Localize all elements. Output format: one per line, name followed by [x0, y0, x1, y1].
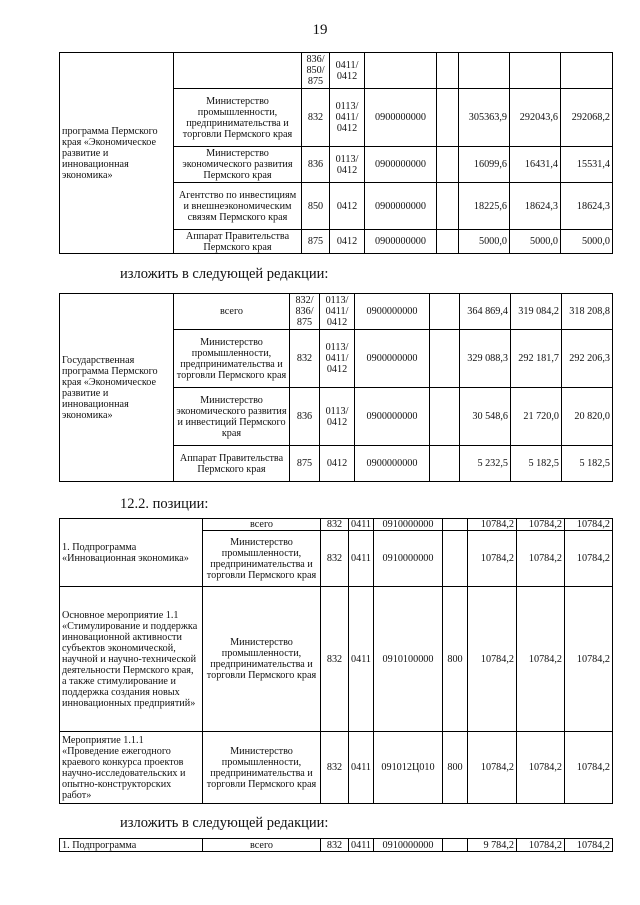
- subprogram-name: 1. Подпрограмма: [60, 839, 203, 852]
- grbs-code: 836: [302, 147, 330, 183]
- expense-type: [437, 89, 459, 147]
- activity-name: Основное мероприятие 1.1 «Стимулирование и поддержка инновационной активности субъектов экономической, научной и научно-технической деятельности Пермского края, а также стимулирование и поддержка создания новых инновационных предприятий»: [60, 587, 203, 732]
- section-code: 0411: [349, 839, 374, 852]
- section-code: 0113/ 0412: [320, 388, 355, 446]
- amount-year-2: 10784,2: [517, 519, 565, 531]
- program-name: программа Пермского края «Экономическое развитие и инновационная экономика»: [60, 53, 174, 254]
- amount-year-3: 5000,0: [561, 230, 613, 254]
- instruction-text: изложить в следующей редакции:: [120, 266, 329, 282]
- amount-year-1: 10784,2: [468, 531, 517, 587]
- section-code: 0411: [349, 732, 374, 804]
- expense-type: 800: [443, 587, 468, 732]
- amount-year-2: 10784,2: [517, 587, 565, 732]
- amount-year-2: 319 084,2: [511, 294, 562, 330]
- org-name: Министерство промышленности, предпринимательства и торговли Пермского края: [203, 732, 321, 804]
- amount-year-3: 20 820,0: [562, 388, 613, 446]
- amount-year-1: 9 784,2: [468, 839, 517, 852]
- amount-year-1: 364 869,4: [460, 294, 511, 330]
- amount-year-3: 318 208,8: [562, 294, 613, 330]
- grbs-code: 832: [321, 531, 349, 587]
- amount-year-3: 10784,2: [565, 587, 613, 732]
- expense-type: [437, 183, 459, 230]
- amount-year-2: 10784,2: [517, 531, 565, 587]
- grbs-code: 832: [302, 89, 330, 147]
- target-code: 0900000000: [365, 89, 437, 147]
- expense-type: [443, 531, 468, 587]
- target-code: 0910100000: [374, 587, 443, 732]
- subprogram-table-revised: [59, 838, 613, 852]
- grbs-code: 850: [302, 183, 330, 230]
- amount-year-2: 292043,6: [510, 89, 561, 147]
- budget-table-original: [59, 52, 613, 254]
- org-name: Аппарат Правительства Пермского края: [174, 446, 290, 482]
- section-code: 0411: [349, 587, 374, 732]
- grbs-code: 832: [321, 587, 349, 732]
- amount-year-1: 10784,2: [468, 732, 517, 804]
- amount-year-3: 10784,2: [565, 839, 613, 852]
- section-code: 0113/ 0411/ 0412: [320, 294, 355, 330]
- amount-year-1: 30 548,6: [460, 388, 511, 446]
- target-code: 091012Ц010: [374, 732, 443, 804]
- amount-year-3: 292068,2: [561, 89, 613, 147]
- amount-year-2: 16431,4: [510, 147, 561, 183]
- amount-year-2: 5 182,5: [511, 446, 562, 482]
- section-code: 0411: [349, 519, 374, 531]
- org-name: Министерство промышленности, предпринимательства и торговли Пермского края: [203, 531, 321, 587]
- subprogram-name: 1. Подпрограмма «Инновационная экономика»: [60, 519, 203, 587]
- amount-year-1: 329 088,3: [460, 330, 511, 388]
- grbs-code: 832: [321, 732, 349, 804]
- amount-year-2: 5000,0: [510, 230, 561, 254]
- budget-table-revised: [59, 293, 613, 482]
- expense-type: [443, 519, 468, 531]
- amount-year-3: 10784,2: [565, 732, 613, 804]
- expense-type: 800: [443, 732, 468, 804]
- grbs-code: 832: [321, 839, 349, 852]
- instruction-text: изложить в следующей редакции:: [120, 815, 329, 831]
- amount-year-3: 292 206,3: [562, 330, 613, 388]
- expense-type: [443, 839, 468, 852]
- amount-year-1: 18225,6: [459, 183, 510, 230]
- org-name: всего: [203, 519, 321, 531]
- org-name: Аппарат Правительства Пермского края: [174, 230, 302, 254]
- target-code: 0900000000: [355, 446, 430, 482]
- target-code: 0900000000: [355, 294, 430, 330]
- expense-type: [437, 230, 459, 254]
- grbs-code: 836/ 850/ 875: [302, 53, 330, 89]
- amount-year-2: 292 181,7: [511, 330, 562, 388]
- target-code: 0900000000: [355, 330, 430, 388]
- amount-year-3: 5 182,5: [562, 446, 613, 482]
- expense-type: [430, 330, 460, 388]
- org-name: всего: [203, 839, 321, 852]
- section-code: 0412: [330, 183, 365, 230]
- expense-type: [430, 446, 460, 482]
- amount-year-2: 18624,3: [510, 183, 561, 230]
- org-name: Министерство экономического развития и инвестиций Пермского края: [174, 388, 290, 446]
- target-code: 0910000000: [374, 519, 443, 531]
- section-heading: 12.2. позиции:: [120, 496, 209, 512]
- amount-year-1: 16099,6: [459, 147, 510, 183]
- grbs-code: 832: [290, 330, 320, 388]
- target-code: 0900000000: [355, 388, 430, 446]
- program-name: Государственная программа Пермского края «Экономическое развитие и инновационная экономика»: [60, 294, 174, 482]
- expense-type: [430, 294, 460, 330]
- org-name: Министерство промышленности, предпринимательства и торговли Пермского края: [174, 330, 290, 388]
- org-name: Агентство по инвестициям и внешнеэкономическим связям Пермского края: [174, 183, 302, 230]
- amount-year-1: 10784,2: [468, 587, 517, 732]
- section-code: 0113/ 0411/ 0412: [330, 89, 365, 147]
- section-code: 0412: [330, 230, 365, 254]
- amount-year-1: 5 232,5: [460, 446, 511, 482]
- grbs-code: 836: [290, 388, 320, 446]
- grbs-code: 875: [290, 446, 320, 482]
- target-code: 0900000000: [365, 183, 437, 230]
- target-code: 0910000000: [374, 839, 443, 852]
- grbs-code: 832: [321, 519, 349, 531]
- amount-year-2: 21 720,0: [511, 388, 562, 446]
- section-code: 0113/ 0411/ 0412: [320, 330, 355, 388]
- amount-year-3: 18624,3: [561, 183, 613, 230]
- amount-year-2: 10784,2: [517, 839, 565, 852]
- amount-year-1: 5000,0: [459, 230, 510, 254]
- org-name: Министерство экономического развития Пермского края: [174, 147, 302, 183]
- section-code: 0113/ 0412: [330, 147, 365, 183]
- org-name: Министерство промышленности, предпринимательства и торговли Пермского края: [203, 587, 321, 732]
- amount-year-3: 10784,2: [565, 531, 613, 587]
- section-code: 0411: [349, 531, 374, 587]
- org-name: всего: [174, 294, 290, 330]
- target-code: 0900000000: [365, 230, 437, 254]
- amount-year-1: 10784,2: [468, 519, 517, 531]
- section-code: 0412: [320, 446, 355, 482]
- amount-year-3: 10784,2: [565, 519, 613, 531]
- target-code: 0910000000: [374, 531, 443, 587]
- page-number: 19: [312, 22, 328, 38]
- amount-year-1: 305363,9: [459, 89, 510, 147]
- expense-type: [437, 147, 459, 183]
- amount-year-3: 15531,4: [561, 147, 613, 183]
- amount-year-2: 10784,2: [517, 732, 565, 804]
- grbs-code: 875: [302, 230, 330, 254]
- target-code: 0900000000: [365, 147, 437, 183]
- grbs-code: 832/ 836/ 875: [290, 294, 320, 330]
- expense-type: [430, 388, 460, 446]
- activity-name: Мероприятие 1.1.1 «Проведение ежегодного краевого конкурса проектов научно-исследовательских и опытно-конструкторских работ»: [60, 732, 203, 804]
- org-name: Министерство промышленности, предпринимательства и торговли Пермского края: [174, 89, 302, 147]
- subprogram-table-original: [59, 518, 613, 804]
- section-code: 0411/ 0412: [330, 53, 365, 89]
